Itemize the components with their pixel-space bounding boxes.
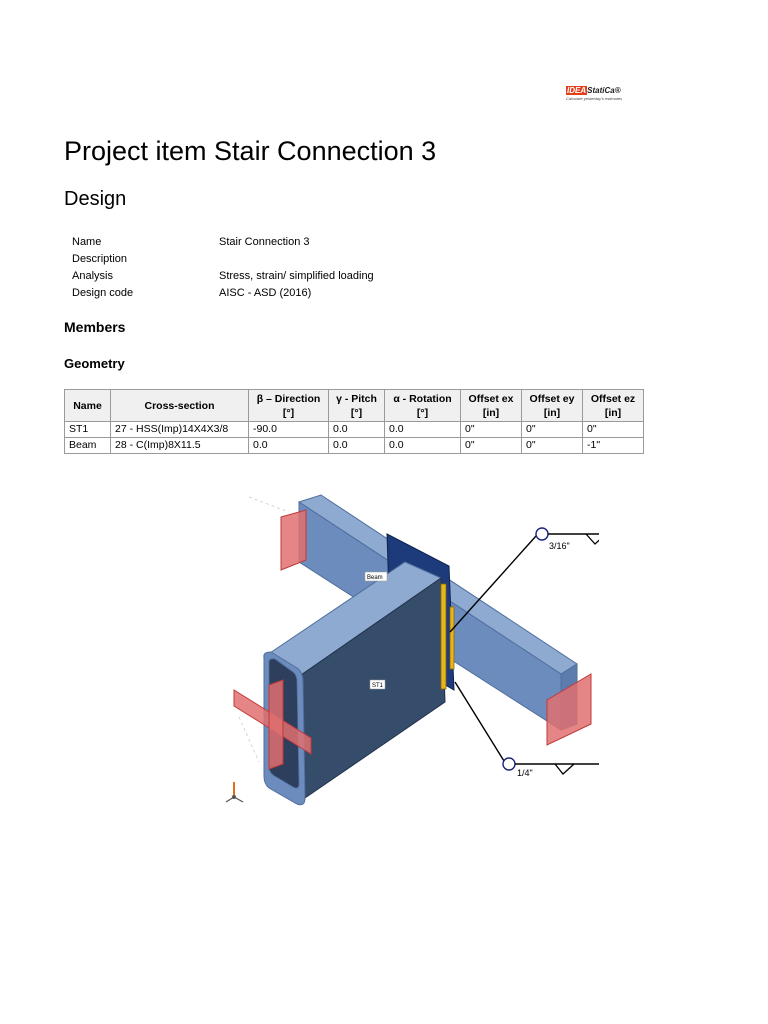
table-cell: 27 - HSS(Imp)14X4X3/8 [111, 422, 249, 438]
property-value: AISC - ASD (2016) [219, 286, 312, 299]
property-row [72, 250, 374, 267]
table-cell: -90.0 [249, 422, 329, 438]
table-row [65, 422, 644, 438]
table-cell: 0" [583, 422, 644, 438]
table-row [65, 438, 644, 454]
table-cell: 0.0 [385, 422, 461, 438]
column-header: β – Direction [°] [249, 390, 329, 422]
property-label: Name [72, 235, 102, 248]
table-cell: 0" [522, 438, 583, 454]
table-cell: 0" [522, 422, 583, 438]
column-header: α - Rotation [°] [385, 390, 461, 422]
members-heading: Members [64, 319, 126, 335]
property-label: Description [72, 252, 128, 265]
property-label: Design code [72, 286, 134, 299]
page-title: Project item Stair Connection 3 [64, 136, 437, 166]
property-row [72, 284, 374, 301]
property-value [219, 250, 374, 267]
weld-label-bottom: 1/4" [517, 768, 533, 778]
logo-brand-statica: StatiCa [587, 86, 615, 95]
column-header: Offset ex [in] [461, 390, 522, 422]
table-cell: -1" [583, 438, 644, 454]
property-value: Stair Connection 3 [219, 235, 310, 248]
label-st1: ST1 [372, 683, 384, 689]
property-row [72, 233, 374, 250]
column-header: Offset ey [in] [522, 390, 583, 422]
property-value: Stress, strain/ simplified loading [219, 269, 374, 282]
logo-tagline: Calculate yesterday's estimates [566, 96, 623, 101]
design-properties-table [72, 233, 374, 301]
property-label: Analysis [72, 269, 113, 282]
column-header: Name [65, 390, 111, 422]
idea-statica-logo: IDEAStatiCa® Calculate yesterday's estimates [566, 86, 648, 108]
table-cell: 0.0 [385, 438, 461, 454]
property-row [72, 267, 374, 284]
logo-brand-idea: IDEA [567, 86, 587, 95]
column-header: Offset ez [in] [583, 390, 644, 422]
table-cell: ST1 [65, 422, 111, 438]
weld-strip [450, 607, 454, 669]
geometry-table [64, 389, 644, 454]
table-cell: 0" [461, 422, 522, 438]
table-cell: 0" [461, 438, 522, 454]
table-cell: 0.0 [329, 422, 385, 438]
connection-3d-figure [209, 462, 599, 820]
weld-label-top: 3/16" [549, 541, 570, 551]
column-header: Cross-section [111, 390, 249, 422]
label-beam: Beam [367, 575, 383, 581]
table-cell: 0.0 [249, 438, 329, 454]
section-heading-design: Design [64, 188, 127, 210]
column-header: γ - Pitch [°] [329, 390, 385, 422]
geometry-heading: Geometry [64, 356, 125, 371]
table-cell: 28 - C(Imp)8X11.5 [111, 438, 249, 454]
weld-strip [441, 584, 446, 689]
table-header-row [65, 390, 644, 422]
table-cell: 0.0 [329, 438, 385, 454]
table-cell: Beam [65, 438, 111, 454]
